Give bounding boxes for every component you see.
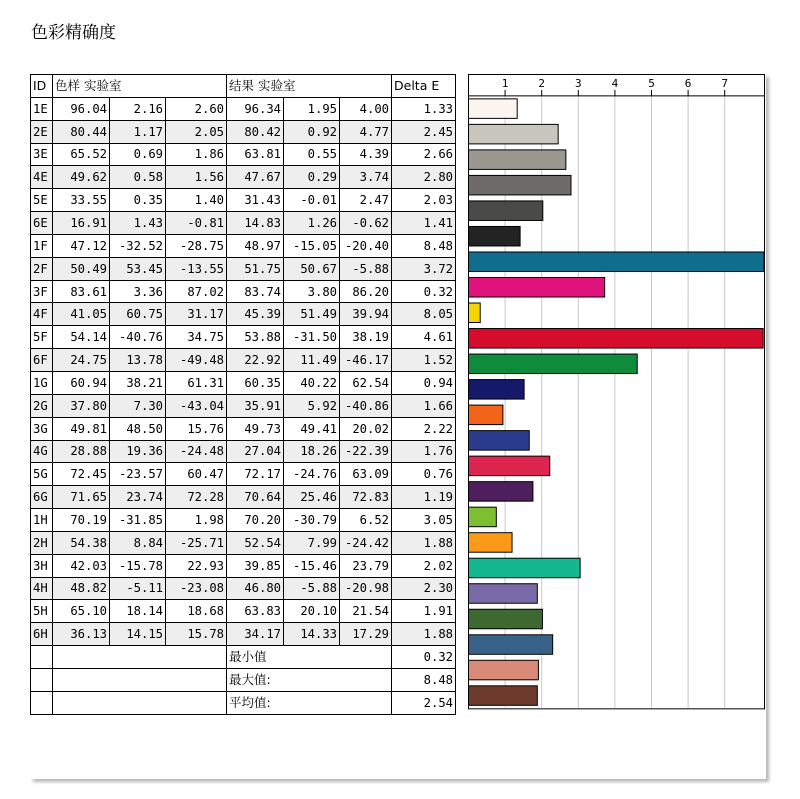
table-row xyxy=(31,463,456,486)
delta-e-chart-svg xyxy=(468,74,765,779)
sample-l: 96.04 xyxy=(53,97,110,120)
delta-e-value: 1.88 xyxy=(392,623,456,646)
sample-a: 0.58 xyxy=(110,166,166,189)
result-a: 0.29 xyxy=(284,166,340,189)
summary-row xyxy=(31,646,456,669)
sample-b: 34.75 xyxy=(166,326,227,349)
result-b: 17.29 xyxy=(340,623,392,646)
table-row xyxy=(31,143,456,166)
sample-a: 60.75 xyxy=(110,303,166,326)
bar-5G xyxy=(469,507,497,527)
result-b: 39.94 xyxy=(340,303,392,326)
table-row xyxy=(31,349,456,372)
result-b: -20.40 xyxy=(340,234,392,257)
bar-3F xyxy=(469,303,481,323)
table-row xyxy=(31,257,456,280)
table-row xyxy=(31,417,456,440)
sample-b: 1.40 xyxy=(166,189,227,212)
row-id: 4H xyxy=(31,577,53,600)
sample-l: 36.13 xyxy=(53,623,110,646)
row-id: 2G xyxy=(31,394,53,417)
sample-b: 72.28 xyxy=(166,486,227,509)
delta-e-value: 0.32 xyxy=(392,280,456,303)
result-a: 3.80 xyxy=(284,280,340,303)
page-title: 色彩精确度 xyxy=(31,23,116,43)
sample-l: 72.45 xyxy=(53,463,110,486)
bar-2H xyxy=(469,584,538,604)
result-b: 2.47 xyxy=(340,189,392,212)
result-l: 27.04 xyxy=(227,440,284,463)
table-row xyxy=(31,120,456,143)
result-b: 63.09 xyxy=(340,463,392,486)
row-id: 2F xyxy=(31,257,53,280)
row-id: 3F xyxy=(31,280,53,303)
summary-label: 最小值 xyxy=(227,646,392,669)
bar-4F xyxy=(469,329,764,349)
delta-e-value: 2.45 xyxy=(392,120,456,143)
header-sample-lab: 色样 实验室 xyxy=(53,75,227,98)
result-b: 21.54 xyxy=(340,600,392,623)
table-row xyxy=(31,531,456,554)
sample-b: 1.56 xyxy=(166,166,227,189)
delta-e-value: 2.80 xyxy=(392,166,456,189)
sample-l: 49.81 xyxy=(53,417,110,440)
delta-e-value: 8.05 xyxy=(392,303,456,326)
bar-6F xyxy=(469,380,525,400)
tick-label: 6 xyxy=(684,77,692,90)
sample-b: 31.17 xyxy=(166,303,227,326)
result-b: 4.39 xyxy=(340,143,392,166)
sample-l: 54.14 xyxy=(53,326,110,349)
result-l: 53.88 xyxy=(227,326,284,349)
sample-l: 50.49 xyxy=(53,257,110,280)
result-b: 62.54 xyxy=(340,371,392,394)
result-b: -40.86 xyxy=(340,394,392,417)
result-b: 20.02 xyxy=(340,417,392,440)
header-id: ID xyxy=(31,75,53,98)
row-id: 4E xyxy=(31,166,53,189)
table-row xyxy=(31,166,456,189)
header-row xyxy=(31,75,456,98)
result-l: 70.64 xyxy=(227,486,284,509)
sample-b: -43.04 xyxy=(166,394,227,417)
row-id: 1H xyxy=(31,509,53,532)
table-row xyxy=(31,577,456,600)
result-b: 86.20 xyxy=(340,280,392,303)
sample-b: -49.48 xyxy=(166,349,227,372)
delta-e-value: 3.05 xyxy=(392,509,456,532)
result-l: 47.67 xyxy=(227,166,284,189)
bar-4E xyxy=(469,175,571,195)
sample-b: 18.68 xyxy=(166,600,227,623)
result-a: -31.50 xyxy=(284,326,340,349)
summary-value: 8.48 xyxy=(392,668,456,691)
result-a: 1.95 xyxy=(284,97,340,120)
delta-e-value: 2.66 xyxy=(392,143,456,166)
summary-blank xyxy=(53,646,227,669)
result-a: 25.46 xyxy=(284,486,340,509)
row-id: 5F xyxy=(31,326,53,349)
delta-e-value: 1.41 xyxy=(392,212,456,235)
result-a: 49.41 xyxy=(284,417,340,440)
row-id: 5H xyxy=(31,600,53,623)
bar-4H xyxy=(469,635,553,655)
result-l: 83.74 xyxy=(227,280,284,303)
sample-l: 42.03 xyxy=(53,554,110,577)
table-row xyxy=(31,440,456,463)
result-b: 23.79 xyxy=(340,554,392,577)
bar-1H xyxy=(469,558,581,578)
table-row xyxy=(31,486,456,509)
sample-a: 13.78 xyxy=(110,349,166,372)
sample-a: 1.43 xyxy=(110,212,166,235)
result-a: -15.05 xyxy=(284,234,340,257)
result-a: 14.33 xyxy=(284,623,340,646)
sample-a: 19.36 xyxy=(110,440,166,463)
delta-e-value: 1.76 xyxy=(392,440,456,463)
sample-l: 65.52 xyxy=(53,143,110,166)
summary-row xyxy=(31,691,456,714)
delta-e-value: 1.33 xyxy=(392,97,456,120)
result-a: 0.55 xyxy=(284,143,340,166)
result-l: 22.92 xyxy=(227,349,284,372)
row-id: 6F xyxy=(31,349,53,372)
result-a: 51.49 xyxy=(284,303,340,326)
sample-l: 37.80 xyxy=(53,394,110,417)
result-l: 34.17 xyxy=(227,623,284,646)
row-id: 1G xyxy=(31,371,53,394)
bar-3E xyxy=(469,150,566,170)
delta-e-value: 0.76 xyxy=(392,463,456,486)
row-id: 6G xyxy=(31,486,53,509)
color-accuracy-report xyxy=(30,74,766,779)
sample-b: 2.05 xyxy=(166,120,227,143)
sample-b: 61.31 xyxy=(166,371,227,394)
sample-a: 14.15 xyxy=(110,623,166,646)
delta-e-bar-chart xyxy=(468,74,765,779)
sample-l: 41.05 xyxy=(53,303,110,326)
sample-a: -40.76 xyxy=(110,326,166,349)
result-a: -15.46 xyxy=(284,554,340,577)
result-l: 31.43 xyxy=(227,189,284,212)
bar-2G xyxy=(469,431,530,451)
table-row xyxy=(31,600,456,623)
tick-label: 5 xyxy=(648,77,655,90)
result-l: 52.54 xyxy=(227,531,284,554)
sample-l: 54.38 xyxy=(53,531,110,554)
result-a: 40.22 xyxy=(284,371,340,394)
delta-e-value: 4.61 xyxy=(392,326,456,349)
summary-blank xyxy=(53,668,227,691)
result-a: 0.92 xyxy=(284,120,340,143)
result-b: -22.39 xyxy=(340,440,392,463)
delta-e-value: 2.22 xyxy=(392,417,456,440)
result-a: 20.10 xyxy=(284,600,340,623)
result-l: 51.75 xyxy=(227,257,284,280)
row-id: 6E xyxy=(31,212,53,235)
bar-1F xyxy=(469,252,765,272)
sample-a: 0.69 xyxy=(110,143,166,166)
tick-label: 1 xyxy=(501,77,509,90)
sample-l: 33.55 xyxy=(53,189,110,212)
bar-4G xyxy=(469,482,533,502)
bar-2F xyxy=(469,277,605,297)
color-accuracy-table xyxy=(30,74,456,715)
result-l: 72.17 xyxy=(227,463,284,486)
result-a: 7.99 xyxy=(284,531,340,554)
bar-5E xyxy=(469,201,543,221)
table-row xyxy=(31,280,456,303)
tick-label: 7 xyxy=(721,77,729,90)
result-b: -20.98 xyxy=(340,577,392,600)
table-row xyxy=(31,189,456,212)
result-a: 50.67 xyxy=(284,257,340,280)
result-a: -0.01 xyxy=(284,189,340,212)
table-row xyxy=(31,234,456,257)
sample-a: 3.36 xyxy=(110,280,166,303)
row-id: 3H xyxy=(31,554,53,577)
result-b: -24.42 xyxy=(340,531,392,554)
result-l: 48.97 xyxy=(227,234,284,257)
sample-l: 16.91 xyxy=(53,212,110,235)
delta-e-value: 0.94 xyxy=(392,371,456,394)
sample-l: 70.19 xyxy=(53,509,110,532)
sample-a: -5.11 xyxy=(110,577,166,600)
table-row xyxy=(31,303,456,326)
sample-b: -23.08 xyxy=(166,577,227,600)
row-id: 5E xyxy=(31,189,53,212)
sample-a: 8.84 xyxy=(110,531,166,554)
table-row xyxy=(31,97,456,120)
delta-e-value: 1.88 xyxy=(392,531,456,554)
sample-a: -31.85 xyxy=(110,509,166,532)
sample-a: 23.74 xyxy=(110,486,166,509)
sample-b: -28.75 xyxy=(166,234,227,257)
result-a: 18.26 xyxy=(284,440,340,463)
sample-l: 60.94 xyxy=(53,371,110,394)
table-row xyxy=(31,623,456,646)
sample-b: 87.02 xyxy=(166,280,227,303)
sample-b: 1.98 xyxy=(166,509,227,532)
result-b: 4.00 xyxy=(340,97,392,120)
sample-a: 48.50 xyxy=(110,417,166,440)
summary-blank xyxy=(53,691,227,714)
header-result-lab: 结果 实验室 xyxy=(227,75,392,98)
sample-a: 53.45 xyxy=(110,257,166,280)
bar-6H xyxy=(469,686,538,706)
delta-e-value: 8.48 xyxy=(392,234,456,257)
result-b: -5.88 xyxy=(340,257,392,280)
result-l: 49.73 xyxy=(227,417,284,440)
sample-a: 38.21 xyxy=(110,371,166,394)
row-id: 6H xyxy=(31,623,53,646)
row-id: 1E xyxy=(31,97,53,120)
result-l: 63.83 xyxy=(227,600,284,623)
sample-a: -23.57 xyxy=(110,463,166,486)
result-b: -0.62 xyxy=(340,212,392,235)
sample-b: 2.60 xyxy=(166,97,227,120)
result-l: 70.20 xyxy=(227,509,284,532)
table-row xyxy=(31,212,456,235)
result-a: 11.49 xyxy=(284,349,340,372)
summary-label: 最大值: xyxy=(227,668,392,691)
sample-b: 22.93 xyxy=(166,554,227,577)
sample-a: 1.17 xyxy=(110,120,166,143)
delta-e-value: 2.03 xyxy=(392,189,456,212)
sample-b: -13.55 xyxy=(166,257,227,280)
result-b: 72.83 xyxy=(340,486,392,509)
table-row xyxy=(31,554,456,577)
result-l: 45.39 xyxy=(227,303,284,326)
delta-e-value: 2.30 xyxy=(392,577,456,600)
result-b: 3.74 xyxy=(340,166,392,189)
result-l: 14.83 xyxy=(227,212,284,235)
row-id: 3E xyxy=(31,143,53,166)
bar-3G xyxy=(469,456,550,476)
sample-l: 47.12 xyxy=(53,234,110,257)
result-a: 5.92 xyxy=(284,394,340,417)
delta-e-value: 1.91 xyxy=(392,600,456,623)
sample-a: -15.78 xyxy=(110,554,166,577)
result-l: 60.35 xyxy=(227,371,284,394)
summary-value: 2.54 xyxy=(392,691,456,714)
sample-b: 15.76 xyxy=(166,417,227,440)
sample-b: 1.86 xyxy=(166,143,227,166)
result-b: 4.77 xyxy=(340,120,392,143)
bar-2E xyxy=(469,124,559,144)
sample-l: 83.61 xyxy=(53,280,110,303)
result-l: 96.34 xyxy=(227,97,284,120)
sample-a: -32.52 xyxy=(110,234,166,257)
row-id: 5G xyxy=(31,463,53,486)
delta-e-value: 3.72 xyxy=(392,257,456,280)
summary-label: 平均值: xyxy=(227,691,392,714)
result-l: 46.80 xyxy=(227,577,284,600)
summary-blank-id xyxy=(31,668,53,691)
row-id: 2E xyxy=(31,120,53,143)
table-row xyxy=(31,326,456,349)
sample-l: 48.82 xyxy=(53,577,110,600)
result-b: -46.17 xyxy=(340,349,392,372)
sample-l: 24.75 xyxy=(53,349,110,372)
delta-e-value: 2.02 xyxy=(392,554,456,577)
result-l: 63.81 xyxy=(227,143,284,166)
bar-6E xyxy=(469,226,521,246)
sample-a: 0.35 xyxy=(110,189,166,212)
delta-e-value: 1.66 xyxy=(392,394,456,417)
bar-3H xyxy=(469,609,543,629)
tick-label: 2 xyxy=(538,77,546,90)
row-id: 4F xyxy=(31,303,53,326)
result-l: 39.85 xyxy=(227,554,284,577)
sample-b: -0.81 xyxy=(166,212,227,235)
summary-value: 0.32 xyxy=(392,646,456,669)
row-id: 3G xyxy=(31,417,53,440)
sample-b: -24.48 xyxy=(166,440,227,463)
table-row xyxy=(31,371,456,394)
sample-a: 18.14 xyxy=(110,600,166,623)
summary-row xyxy=(31,668,456,691)
result-a: -30.79 xyxy=(284,509,340,532)
sample-l: 71.65 xyxy=(53,486,110,509)
table-row xyxy=(31,509,456,532)
result-a: -5.88 xyxy=(284,577,340,600)
row-id: 4G xyxy=(31,440,53,463)
result-a: -24.76 xyxy=(284,463,340,486)
sample-a: 2.16 xyxy=(110,97,166,120)
bar-1E xyxy=(469,99,518,119)
sample-b: 15.78 xyxy=(166,623,227,646)
bar-6G xyxy=(469,533,513,553)
result-b: 38.19 xyxy=(340,326,392,349)
result-a: 1.26 xyxy=(284,212,340,235)
row-id: 1F xyxy=(31,234,53,257)
sample-l: 80.44 xyxy=(53,120,110,143)
table-row xyxy=(31,394,456,417)
sample-l: 28.88 xyxy=(53,440,110,463)
sample-l: 65.10 xyxy=(53,600,110,623)
header-delta-e: Delta E xyxy=(392,75,456,98)
sample-b: -25.71 xyxy=(166,531,227,554)
result-l: 80.42 xyxy=(227,120,284,143)
summary-blank-id xyxy=(31,646,53,669)
result-l: 35.91 xyxy=(227,394,284,417)
tick-label: 3 xyxy=(574,77,582,90)
bar-1G xyxy=(469,405,503,425)
sample-a: 7.30 xyxy=(110,394,166,417)
bar-5H xyxy=(469,660,539,680)
delta-e-value: 1.19 xyxy=(392,486,456,509)
tick-label: 4 xyxy=(611,77,619,90)
sample-l: 49.62 xyxy=(53,166,110,189)
delta-e-value: 1.52 xyxy=(392,349,456,372)
bar-5F xyxy=(469,354,638,374)
row-id: 2H xyxy=(31,531,53,554)
sample-b: 60.47 xyxy=(166,463,227,486)
summary-blank-id xyxy=(31,691,53,714)
result-b: 6.52 xyxy=(340,509,392,532)
